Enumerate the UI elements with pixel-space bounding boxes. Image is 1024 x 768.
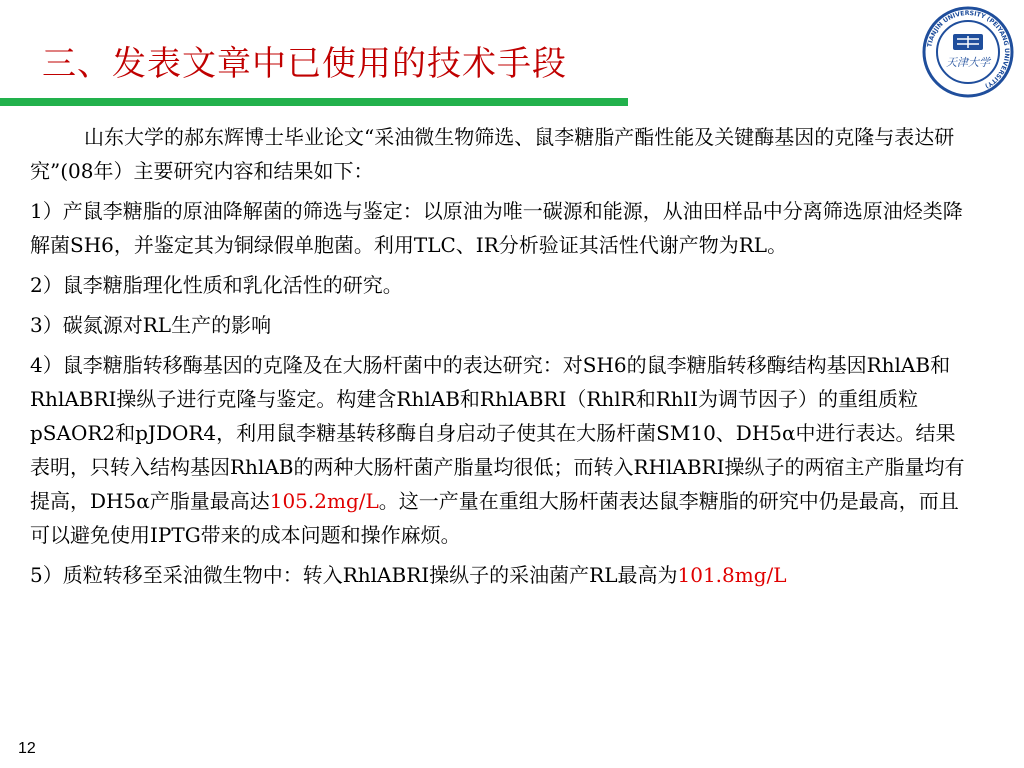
page-number: 12: [18, 740, 36, 757]
item-5-highlight-value: 101.8mg/L: [677, 563, 787, 587]
svg-text:天津大学: 天津大学: [946, 56, 990, 69]
item-1-paragraph: 1）产鼠李糖脂的原油降解菌的筛选与鉴定：以原油为唯一碳源和能源，从油田样品中分离筛选原油烃类降解菌SH6，并鉴定其为铜绿假单胞菌。利用TLC、IR分析验证其活性代谢产物为RL。: [30, 199, 963, 257]
item-4-paragraph: [30, 348, 970, 552]
svg-text:TIANJIN UNIVERSITY (PEIYANG UN: TIANJIN UNIVERSITY (PEIYANG UNIVERSITY): [926, 9, 1011, 90]
item-5-text: 5）质粒转移至采油微生物中：转入RhlABRI操纵子的采油菌产RL最高为: [30, 563, 678, 587]
body-text: [30, 120, 970, 598]
item-4-text-b: 。这一产量在重组大肠杆菌表达鼠李糖脂的研究中仍是最高，而且可以避免使用IPTG带来的成本问题和操作麻烦。: [30, 489, 959, 547]
item-2-paragraph: 2）鼠李糖脂理化性质和乳化活性的研究。: [30, 273, 403, 297]
title-underline-bar: [0, 98, 628, 106]
slide-title: 三、发表文章中已使用的技术手段: [42, 44, 567, 84]
item-3-paragraph: 3）碳氮源对RL生产的影响: [30, 313, 272, 337]
item-4-highlight-value: 105.2mg/L: [269, 489, 379, 513]
intro-paragraph: 山东大学的郝东辉博士毕业论文“采油微生物筛选、鼠李糖脂产酯性能及关键酶基因的克隆与表达研究”(08年）主要研究内容和结果如下：: [30, 125, 955, 183]
item-4-text-a: 4）鼠李糖脂转移酶基因的克隆及在大肠杆菌中的表达研究：对SH6的鼠李糖脂转移酶结构基因RhlAB和RhlABRI操纵子进行克隆与鉴定。构建含RhlAB和RhlABRI（RhlR和RhlI为调节因子）的重组质粒pSAOR2和pJDOR4，利用鼠李糖基转移酶自身启动子使其在大肠杆菌SM10、DH5α中进行表达。结果表明，只转入结构基因RhlAB的两种大肠杆菌产脂量均很低；而转入RHlABRI操纵子的两宿主产脂量均有提高，DH5α产脂量最高达: [30, 353, 965, 513]
item-5-paragraph: [30, 558, 970, 592]
university-seal-icon: [922, 6, 1014, 98]
